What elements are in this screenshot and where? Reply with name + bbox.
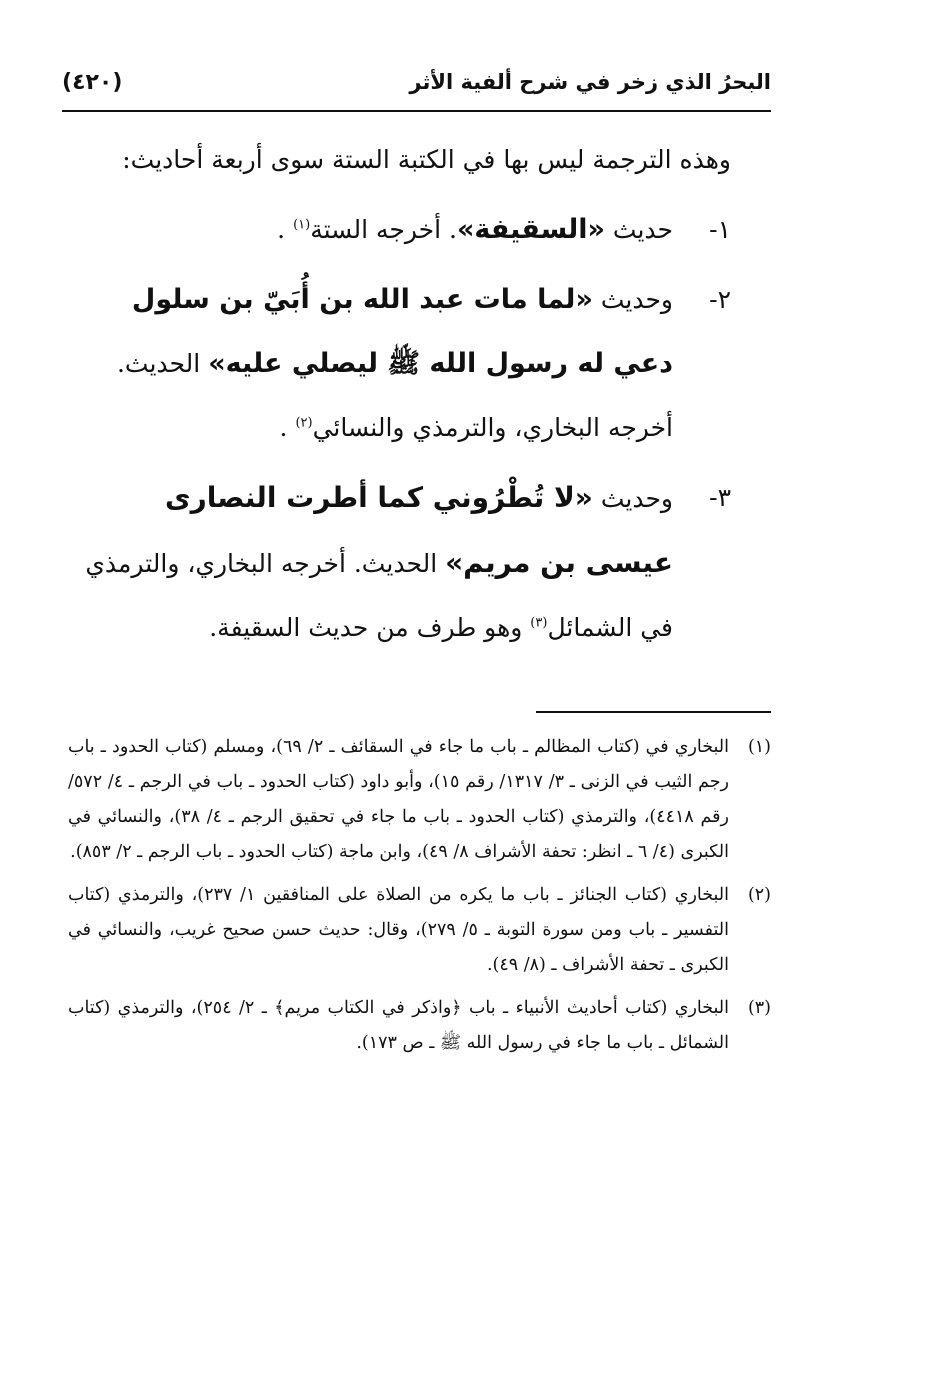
footnote-number: (١): [747, 737, 771, 757]
item-text: . أخرجه الستة: [310, 215, 457, 244]
running-header: [62, 62, 771, 102]
hadith-title: «السقيفة»: [456, 214, 605, 245]
footnote-ref: (٢): [295, 415, 313, 431]
header-rule: [62, 110, 771, 112]
intro-paragraph: وهذه الترجمة ليس بها في الكتبة الستة سوى أربعة أحاديث:: [122, 145, 731, 174]
item-end: .: [277, 215, 294, 244]
item-text: الحديث. أخرجه البخاري، والترمذي في الشمائل: [85, 549, 673, 642]
hadith-item-1: [72, 198, 731, 262]
hadith-title: «لا تُطْرُوني كما أطرت النصارى عيسى بن مريم»: [164, 481, 673, 579]
item-lead: حديث: [612, 215, 673, 244]
item-lead: وحديث: [600, 484, 673, 513]
footnote-number: (٣): [747, 998, 771, 1018]
item-number: ١-: [709, 215, 731, 244]
footnote-ref: (٣): [530, 615, 548, 631]
footnote-ref: (١): [293, 217, 311, 233]
item-text: الحديث. أخرجه البخاري، والترمذي والنسائي: [116, 349, 673, 442]
footnote-2: [68, 878, 771, 983]
footnote-1: [68, 730, 771, 870]
footnote-text: البخاري (كتاب الجنائز ـ باب ما يكره من الصلاة على المنافقين ١/ ٢٣٧)، والترمذي (كتاب التفسير ـ باب ومن سورة التوبة ـ ٥/ ٢٧٩)، وقال: حديث حسن صحيح غريب، والنسائي في الكبرى ـ تحفة الأشراف ـ (٨/ ٤٩).: [68, 885, 730, 975]
footnote-text: البخاري في (كتاب المظالم ـ باب ما جاء في السقائف ـ ٢/ ٦٩)، ومسلم (كتاب الحدود ـ باب رجم الثيب في الزنى ـ ٣/ ١٣١٧/ رقم ١٥)، وأبو داود (كتاب الحدود ـ باب في الرجم ـ ٤/ ٥٧٢/ رقم ٤٤١٨)، والترمذي (كتاب الحدود ـ باب ما جاء في تحقيق الرجم ـ ٤/ ٣٨)، والنسائي في الكبرى (٤/ ٦ ـ انظر: تحفة الأشراف ٨/ ٤٩)، وابن ماجة (كتاب الحدود ـ باب الرجم ـ ٢/ ٨٥٣).: [68, 737, 729, 862]
footnote-number: (٢): [747, 885, 771, 905]
footnote-3: [68, 991, 771, 1061]
footnote-text: البخاري (كتاب أحاديث الأنبياء ـ باب ﴿واذكر في الكتاب مريم﴾ ـ ٢/ ٢٥٤)، والترمذي (كتاب الشمائل ـ باب ما جاء في رسول الله ﷺ ـ ص ١٧٣).: [68, 998, 730, 1053]
page-number: (٤٢٠): [62, 69, 123, 95]
hadith-title: «لما مات عبد الله بن أُبَيّ بن سلول دعي له رسول الله ﷺ ليصلي عليه»: [131, 284, 673, 379]
item-lead: وحديث: [600, 285, 673, 314]
item-end: وهو طرف من حديث السقيفة.: [209, 613, 531, 642]
item-number: ٣-: [709, 483, 731, 512]
hadith-item-3: [72, 466, 731, 660]
main-text: [72, 128, 731, 660]
hadith-item-2: [72, 268, 731, 460]
footnotes: [68, 730, 771, 1069]
footnote-separator: [536, 711, 771, 713]
running-title: البحرُ الذي زخر في شرح ألفية الأثر: [409, 70, 771, 94]
item-number: ٢-: [709, 285, 731, 314]
item-end: .: [279, 413, 296, 442]
